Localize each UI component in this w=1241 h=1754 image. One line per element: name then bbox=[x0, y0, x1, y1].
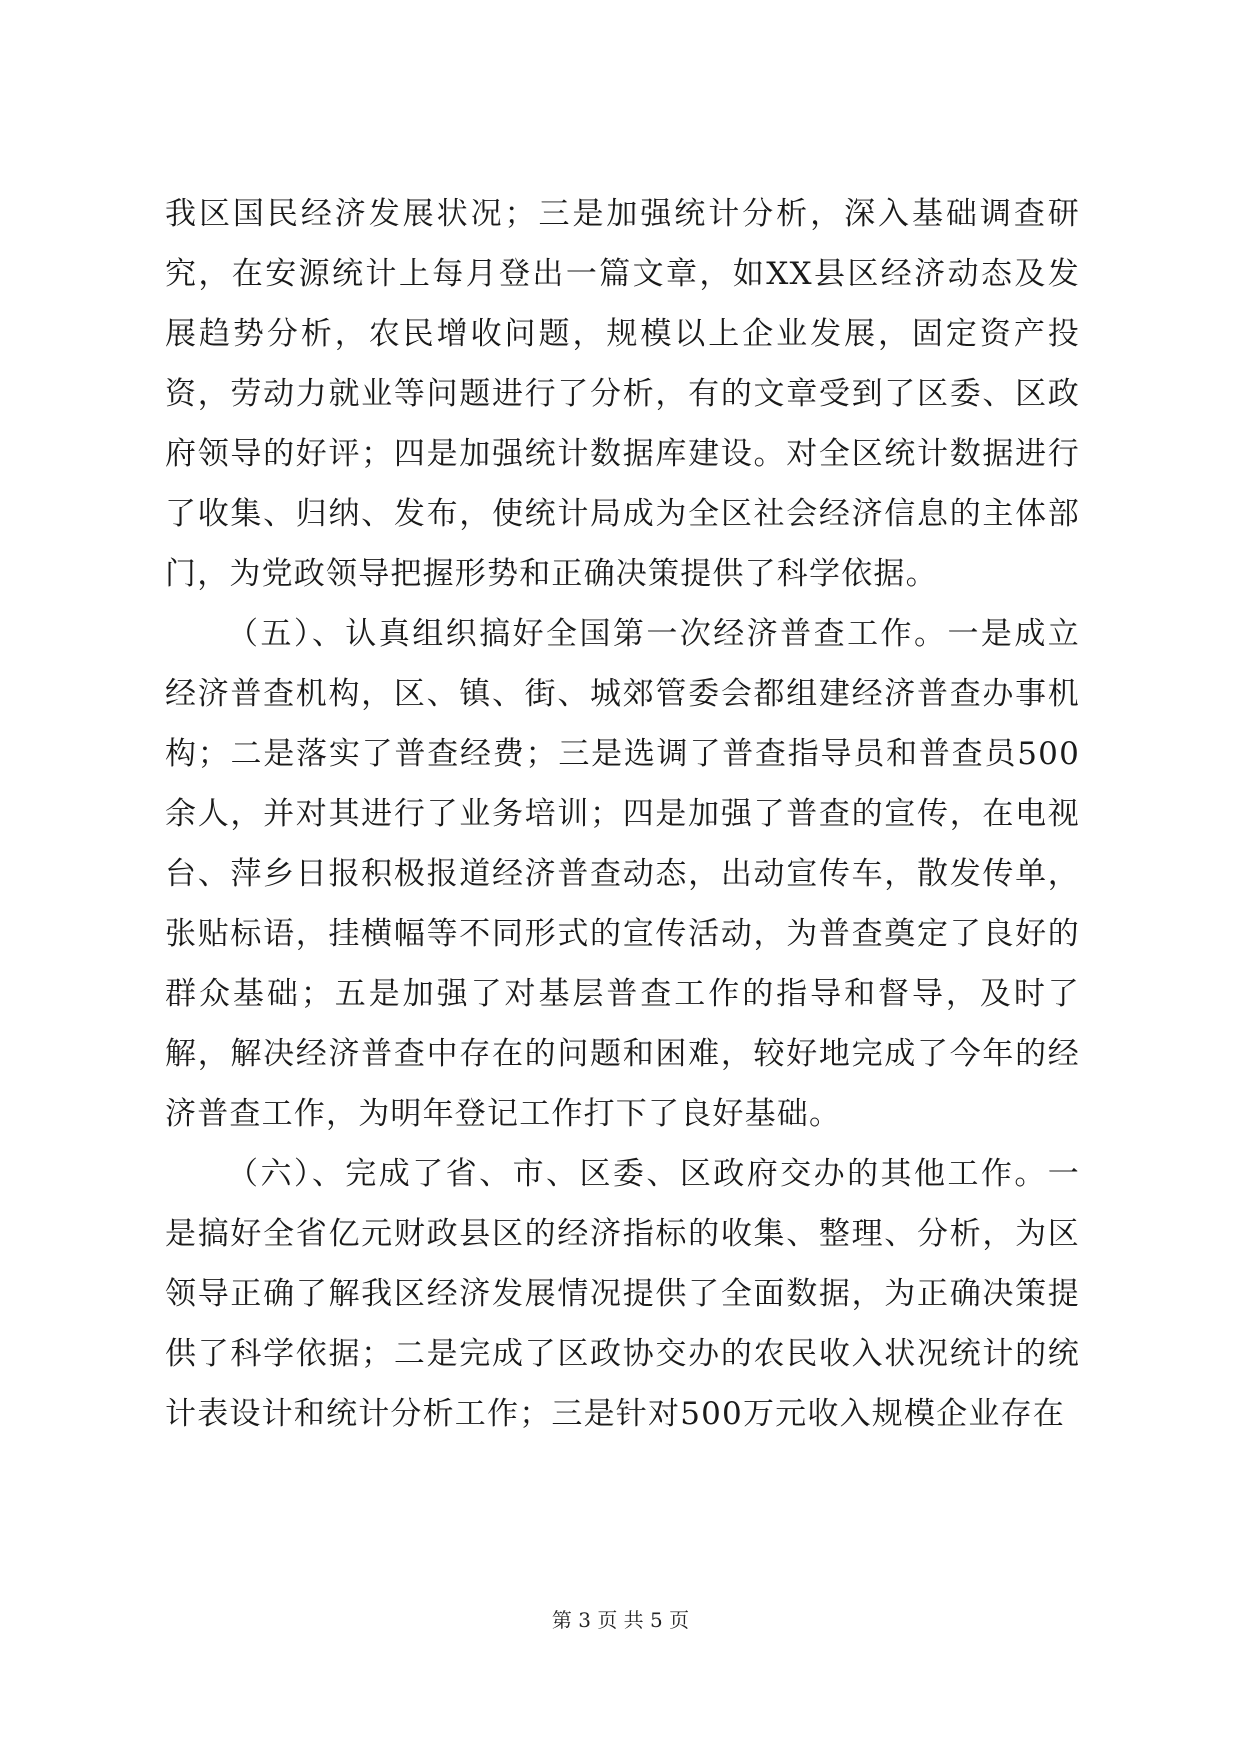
page-number-footer: 第 3 页 共 5 页 bbox=[551, 1608, 690, 1632]
paragraph-section-five: （五）、认真组织搞好全国第一次经济普查工作。一是成立经济普查机构，区、镇、街、城郊管委会都组建经济普查办事机构；二是落实了普查经费；三是选调了普查指导员和普查员500余人，并对其进行了业务培训；四是加强了普查的宣传，在电视台、萍乡日报积极报道经济普查动态，出动宣传车，散发传单，张贴标语，挂横幅等不同形式的宣传活动，为普查奠定了良好的群众基础；五是加强了对基层普查工作的指导和督导，及时了解，解决经济普查中存在的问题和困难，较好地完成了今年的经济普查工作，为明年登记工作打下了良好基础。 bbox=[165, 616, 1080, 1132]
document-body bbox=[165, 184, 1080, 1444]
paragraph-continuation: 我区国民经济发展状况；三是加强统计分析，深入基础调查研究，在安源统计上每月登出一篇文章，如XX县区经济动态及发展趋势分析，农民增收问题，规模以上企业发展，固定资产投资，劳动力就业等问题进行了分析，有的文章受到了区委、区政府领导的好评；四是加强统计数据库建设。对全区统计数据进行了收集、归纳、发布，使统计局成为全区社会经济信息的主体部门，为党政领导把握形势和正确决策提供了科学依据。 bbox=[165, 196, 1080, 592]
paragraph-section-six: （六）、完成了省、市、区委、区政府交办的其他工作。一是搞好全省亿元财政县区的经济指标的收集、整理、分析，为区领导正确了解我区经济发展情况提供了全面数据，为正确决策提供了科学依据；二是完成了区政协交办的农民收入状况统计的统计表设计和统计分析工作；三是针对500万元收入规模企业存在 bbox=[165, 1156, 1080, 1432]
